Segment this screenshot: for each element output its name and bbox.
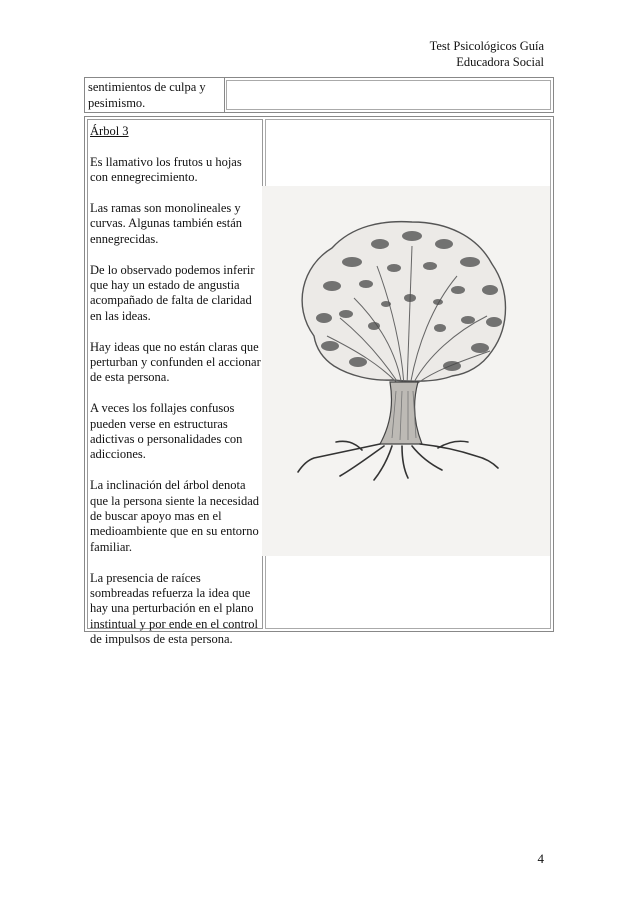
page-number: 4 [537,851,544,866]
table-cell-top-left: sentimientos de culpa y pesimismo. [85,78,225,112]
header-title: Test Psicológicos Guía [429,39,544,53]
paragraph-4: Hay ideas que no están claras que perturban y confunden el accionar de esta persona. [90,339,261,385]
paragraph-7: La presencia de raíces sombreadas refuerza la idea que hay una perturbación en el plano instintual y por ende en el control de impulsos de esta persona. [90,570,259,647]
tree-drawing [262,186,550,556]
paragraph-1: Es llamativo los frutos u hojas con ennegrecimiento. [90,154,242,185]
paragraph-5: A veces los follajes confusos pueden verse en estructuras adictivas o personalidades con adicciones. [90,401,243,462]
table-cell-top-right [226,80,551,110]
table-cell-analysis [87,119,263,647]
paragraph-3: De lo observado podemos inferir que hay un estado de angustia acompañado de falta de claridad en las ideas. [90,262,255,323]
header-subtitle: Educadora Social [456,55,544,69]
paragraph-6: La inclinación del árbol denota que la persona siente la necesidad de buscar apoyo mas en el medioambiente que en su entorno familiar. [90,478,260,554]
section-title: Árbol 3 [90,124,129,138]
page-header [430,38,544,70]
table-row-top [84,77,554,113]
paragraph-2: Las ramas son monolineales y curvas. Algunas también están ennegrecidas. [90,201,243,246]
